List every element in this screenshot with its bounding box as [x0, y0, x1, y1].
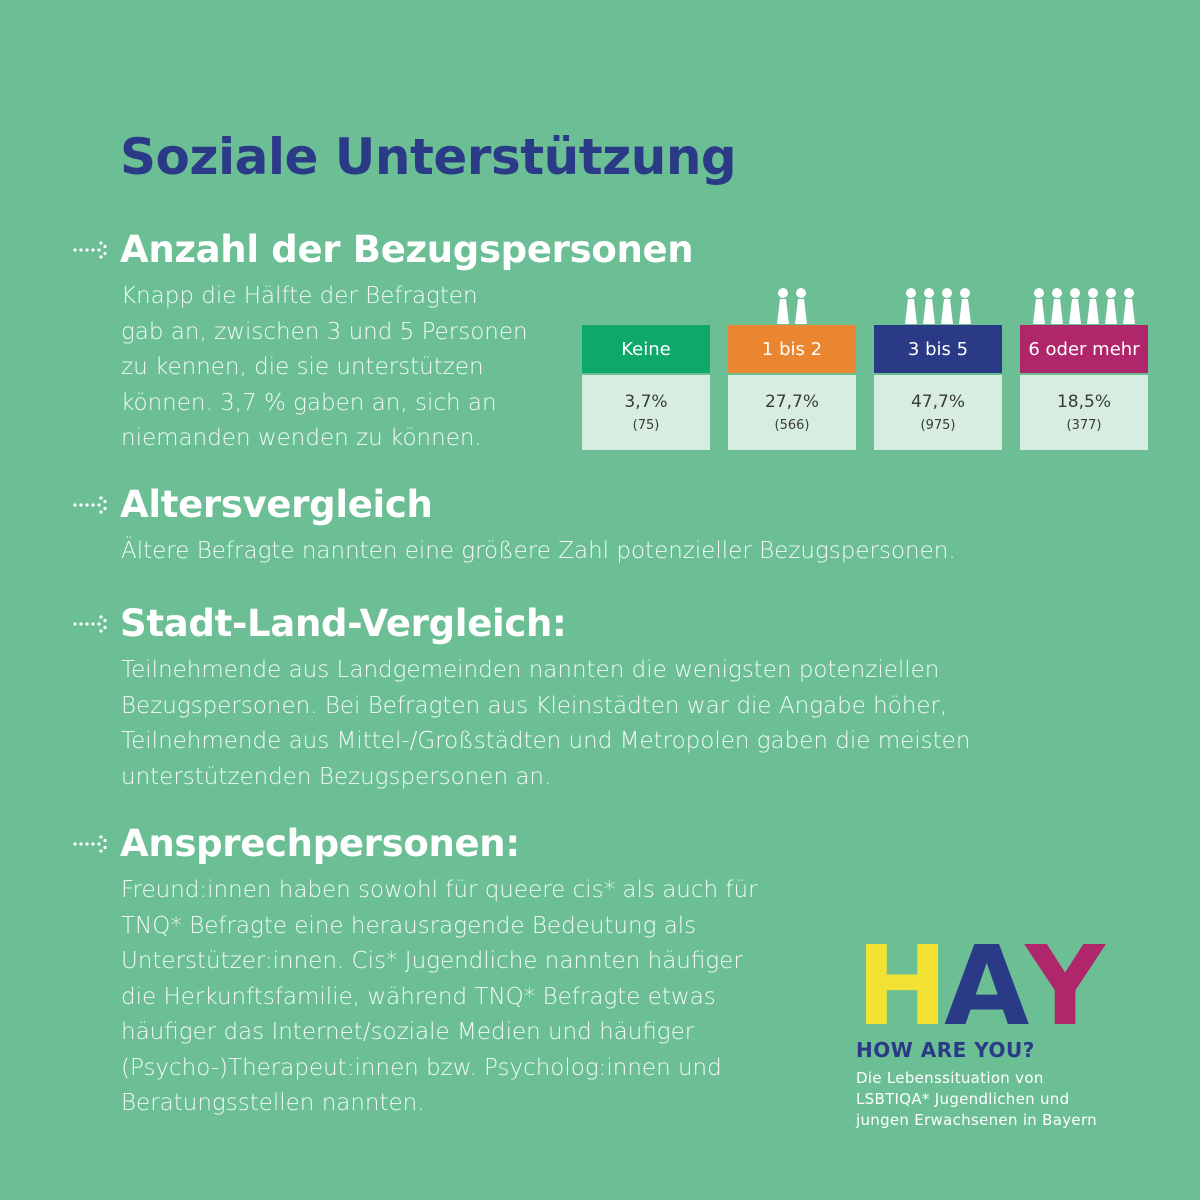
subtitle-line: jungen Erwachsenen in Bayern — [856, 1111, 1097, 1129]
section-text — [121, 873, 758, 1122]
text-line: gab an, zwischen 3 und 5 Personen — [121, 318, 528, 345]
person-icon — [794, 287, 808, 325]
text-line: Freund:innen haben sowohl für queere cis* als auch für — [121, 877, 758, 903]
person-icon — [1050, 287, 1064, 325]
stat-count: (377) — [1066, 418, 1102, 433]
text-line: Bezugspersonen. Bei Befragten aus Kleinstädten war die Angabe höher, — [121, 692, 948, 719]
text-line: Beratungsstellen nannten. — [121, 1090, 425, 1116]
person-icon — [1086, 287, 1100, 325]
stat-values — [582, 375, 710, 450]
subtitle-line: LSBTIQA* Jugendlichen und — [856, 1090, 1070, 1108]
text-line: können. 3,7 % gaben an, sich an — [121, 389, 497, 416]
section-ansprechpersonen — [72, 822, 758, 1122]
stat-label: 6 oder mehr — [1020, 325, 1148, 373]
stat-keine — [582, 280, 710, 450]
section-heading: Altersvergleich — [120, 483, 433, 526]
person-icon — [1068, 287, 1082, 325]
section-text — [121, 653, 970, 795]
dotted-arrow-icon — [72, 611, 112, 637]
person-icon — [776, 287, 790, 325]
stat-percent: 18,5% — [1056, 392, 1111, 412]
person-icon — [940, 287, 954, 325]
stat-1-bis-2 — [728, 280, 856, 450]
stat-label: 3 bis 5 — [874, 325, 1002, 373]
stat-values — [728, 375, 856, 450]
stat-percent: 3,7% — [624, 392, 668, 412]
section-altersvergleich — [72, 483, 956, 570]
logo-letter: A — [944, 922, 1026, 1050]
text-line: unterstützenden Bezugspersonen an. — [121, 763, 552, 790]
stat-3-bis-5 — [874, 280, 1002, 450]
stat-count: (75) — [632, 418, 660, 433]
text-line: Teilnehmende aus Landgemeinden nannten die wenigsten potenziellen — [121, 657, 940, 683]
logo-letter: H — [856, 922, 945, 1050]
stat-6-oder-mehr — [1020, 280, 1148, 450]
text-line: TNQ* Befragte eine herausragende Bedeutung als — [121, 912, 697, 939]
dotted-arrow-icon — [72, 831, 112, 857]
dotted-arrow-icon — [72, 492, 112, 518]
stat-count: (975) — [920, 418, 956, 433]
person-icons — [728, 287, 856, 325]
stat-percent: 47,7% — [910, 392, 965, 412]
person-icon — [922, 287, 936, 325]
person-icon — [904, 287, 918, 325]
logo-subtitle — [856, 1068, 1156, 1131]
hay-logo — [856, 922, 1156, 1131]
logo-letter: Y — [1025, 922, 1101, 1050]
section-text — [121, 534, 956, 570]
stat-percent: 27,7% — [764, 392, 819, 412]
subtitle-line: Die Lebenssituation von — [856, 1069, 1044, 1087]
person-icons — [1020, 287, 1148, 325]
person-icons — [874, 287, 1002, 325]
person-icon — [1122, 287, 1136, 325]
section-heading: Anzahl der Bezugspersonen — [120, 228, 694, 271]
section-heading: Ansprechpersonen: — [120, 822, 520, 865]
person-icon — [1032, 287, 1046, 325]
text-line: die Herkunftsfamilie, während TNQ* Befragte etwas — [121, 983, 716, 1010]
text-line: Unterstützer:innen. Cis* Jugendliche nannten häufiger — [121, 948, 743, 974]
stat-label: Keine — [582, 325, 710, 373]
person-icon — [1104, 287, 1118, 325]
text-line: Knapp die Hälfte der Befragten — [121, 283, 478, 309]
text-line: niemanden wenden zu können. — [121, 425, 482, 451]
text-line: Teilnehmende aus Mittel-/Großstädten und Metropolen gaben die meisten — [121, 728, 971, 754]
section-heading: Stadt-Land-Vergleich: — [120, 602, 567, 645]
dotted-arrow-icon — [72, 237, 112, 263]
support-count-stats — [582, 280, 1152, 452]
section-stadt-land — [72, 602, 970, 795]
person-icon — [958, 287, 972, 325]
text-line: häufiger das Internet/soziale Medien und häufiger — [121, 1019, 695, 1045]
page-title: Soziale Unterstützung — [120, 128, 737, 186]
text-line: (Psycho-)Therapeut:innen bzw. Psycholog:innen und — [121, 1054, 722, 1081]
stat-values — [1020, 375, 1148, 450]
text-line: zu kennen, die sie unterstützen — [121, 354, 484, 380]
stat-values — [874, 375, 1002, 450]
logo-tagline: HOW ARE YOU? — [856, 1038, 1035, 1062]
text-line: Ältere Befragte nannten eine größere Zahl potenzieller Bezugspersonen. — [121, 538, 956, 564]
stat-label: 1 bis 2 — [728, 325, 856, 373]
stat-count: (566) — [774, 418, 810, 433]
